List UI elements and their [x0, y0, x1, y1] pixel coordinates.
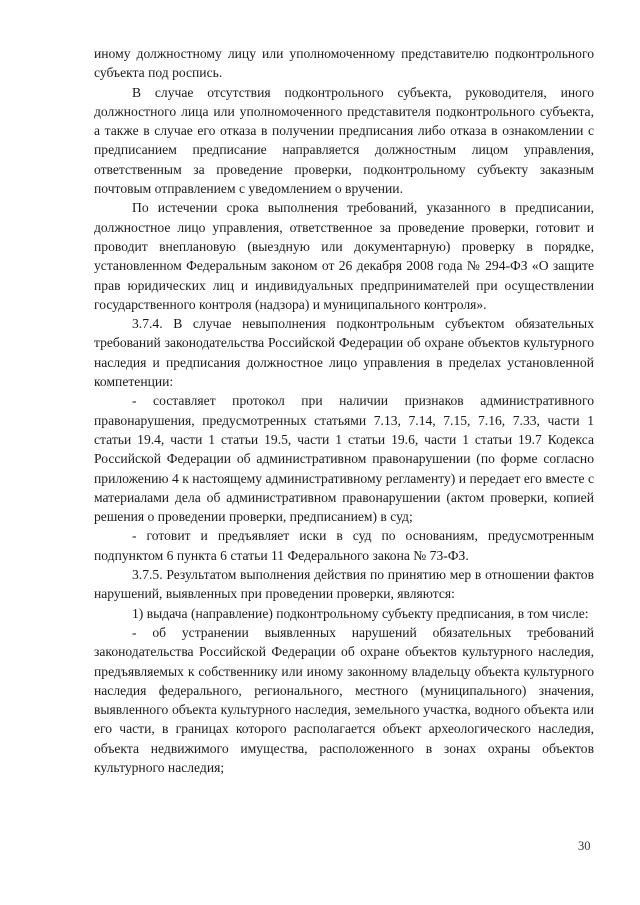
paragraph-5: - составляет протокол при наличии признаков административного правонарушения, предусмотренных статьями 7.13, 7.14, 7.15, 7.16, 7.33, части 1 статьи 19.4, части 1 статьи 19.5, части 1 статьи 19.6, части 1 статьи 19.7 Кодекса Российской Федерации об административном правонарушении (по форме согласно приложению 4 к настоящему административному регламенту) и передает его вместе с материалами дела об административном правонарушении (актом проверки, копией решения о проведении проверки, предписанием) в суд;	[94, 393, 594, 525]
page-number: 30	[578, 839, 591, 853]
paragraph-4: 3.7.4. В случае невыполнения подконтрольным субъектом обязательных требований законодательства Российской Федерации об охране объектов культурного наследия и предписания должностное лицо управления в пределах установленной компетенции:	[94, 316, 594, 390]
paragraph-6: - готовит и предъявляет иски в суд по основаниям, предусмотренным подпунктом 6 пункта 6 статьи 11 Федерального закона № 73-ФЗ.	[94, 528, 594, 563]
paragraph-2: В случае отсутствия подконтрольного субъекта, руководителя, иного должностного лица или уполномоченного представителя подконтрольного субъекта, а также в случае его отказа в получении предписания либо отказа в ознакомлении с предписанием предписание направляется должностным лицом управления, ответственным за проведение проверки, подконтрольному субъекту заказным почтовым отправлением с уведомлением о вручении.	[94, 84, 594, 197]
paragraph-1: иному должностному лицу или уполномоченному представителю подконтрольного субъекта под роспись.	[94, 46, 594, 81]
paragraph-8: 1) выдача (направление) подконтрольному субъекту предписания, в том числе:	[132, 605, 589, 621]
paragraph-9: - об устранении выявленных нарушений обязательных требований законодательства Российской Федерации об охране объектов культурного наследия, предъявляемых к собственнику или иному законному владельцу объекта культурного наследия федерального, регионального, местного (муниципального) значения, выявленного объекта культурного наследия, земельного участка, водного объекта или его части, в границах которого располагается объект археологического наследия, объекта недвижимого имущества, расположенного в зонах охраны объектов культурного наследия;	[94, 624, 594, 775]
body-text	[94, 44, 594, 777]
paragraph-7: 3.7.5. Результатом выполнения действия по принятию мер в отношении фактов нарушений, выявленных при проведении проверки, являются:	[94, 567, 594, 602]
paragraph-3: По истечении срока выполнения требований, указанного в предписании, должностное лицо управления, ответственное за проведение проверки, готовит и проводит внеплановую (выездную или документарную) проверку в порядке, установленном Федеральным законом от 26 декабря 2008 года № 294-ФЗ «О защите прав юридических лиц и индивидуальных предпринимателей при осуществлении государственного контроля (надзора) и муниципального контроля».	[94, 200, 594, 312]
